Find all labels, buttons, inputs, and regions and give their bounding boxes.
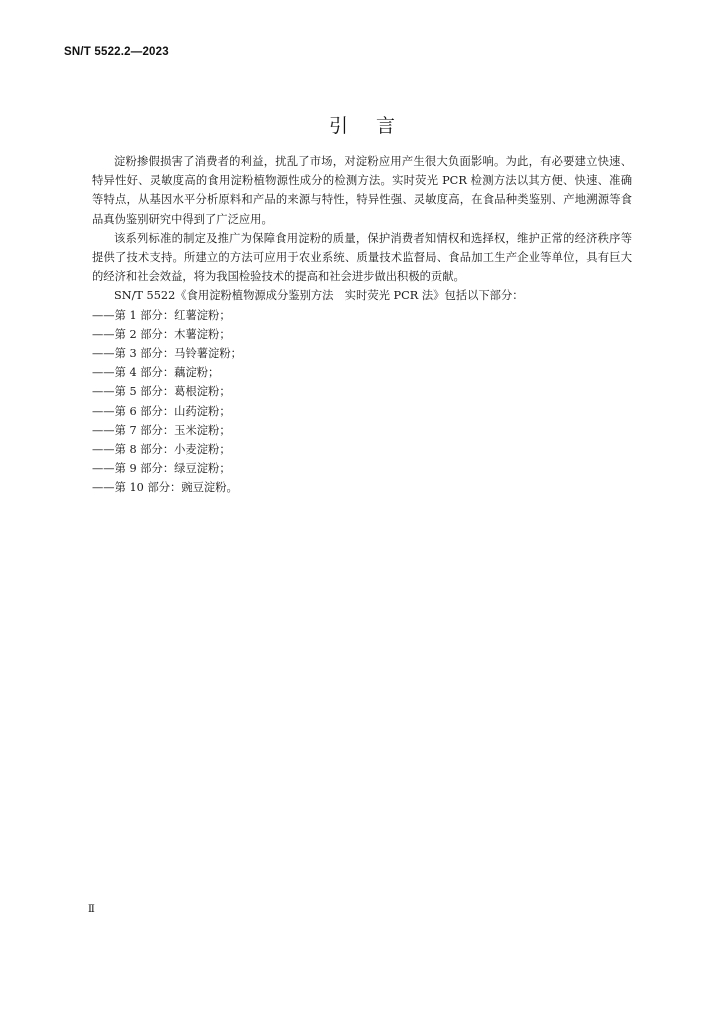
list-item: ——第 8 部分：小麦淀粉； (92, 443, 231, 457)
list-item: ——第 1 部分：红薯淀粉； (92, 308, 231, 322)
document-code: SN/T 5522.2—2023 (64, 46, 169, 58)
list-item: ——第 7 部分：玉米淀粉； (92, 423, 231, 437)
list-item: ——第 10 部分：豌豆淀粉。 (92, 481, 238, 495)
list-item: ——第 5 部分：葛根淀粉； (92, 385, 231, 399)
paragraph-series-intro: SN/T 5522《食用淀粉植物源成分鉴别方法 实时荧光 PCR 法》包括以下部分： (114, 289, 524, 303)
parts-list (92, 306, 632, 498)
list-item: ——第 4 部分：藕淀粉； (92, 366, 220, 380)
introduction-body (92, 152, 632, 498)
paragraph-significance: 该系列标准的制定及推广为保障食用淀粉的质量，保护消费者知情权和选择权，维护正常的经济秩序等提供了技术支持。所建立的方法可应用于农业系统、质量技术监督局、食品加工生产企业等单位，具有巨大的经济和社会效益，将为我国检验技术的提高和社会进步做出积极的贡献。 (92, 231, 632, 284)
page-title: 引言 (328, 115, 423, 137)
paragraph-background: 淀粉掺假损害了消费者的利益，扰乱了市场，对淀粉应用产生很大负面影响。为此，有必要建立快速、特异性好、灵敏度高的食用淀粉植物源性成分的检测方法。实时荧光 PCR 检测方法以其方便、快速、准确等特点，从基因水平分析原料和产品的来源与特性，特异性强、灵敏度高，在食品种类鉴别、产地溯源等食品真伪鉴别研究中得到了广泛应用。 (92, 155, 632, 226)
list-item: ——第 3 部分：马铃薯淀粉； (92, 347, 242, 361)
page-number: Ⅱ (88, 904, 95, 915)
list-item: ——第 6 部分：山药淀粉； (92, 404, 231, 418)
list-item: ——第 2 部分：木薯淀粉； (92, 327, 231, 341)
list-item: ——第 9 部分：绿豆淀粉； (92, 462, 231, 476)
